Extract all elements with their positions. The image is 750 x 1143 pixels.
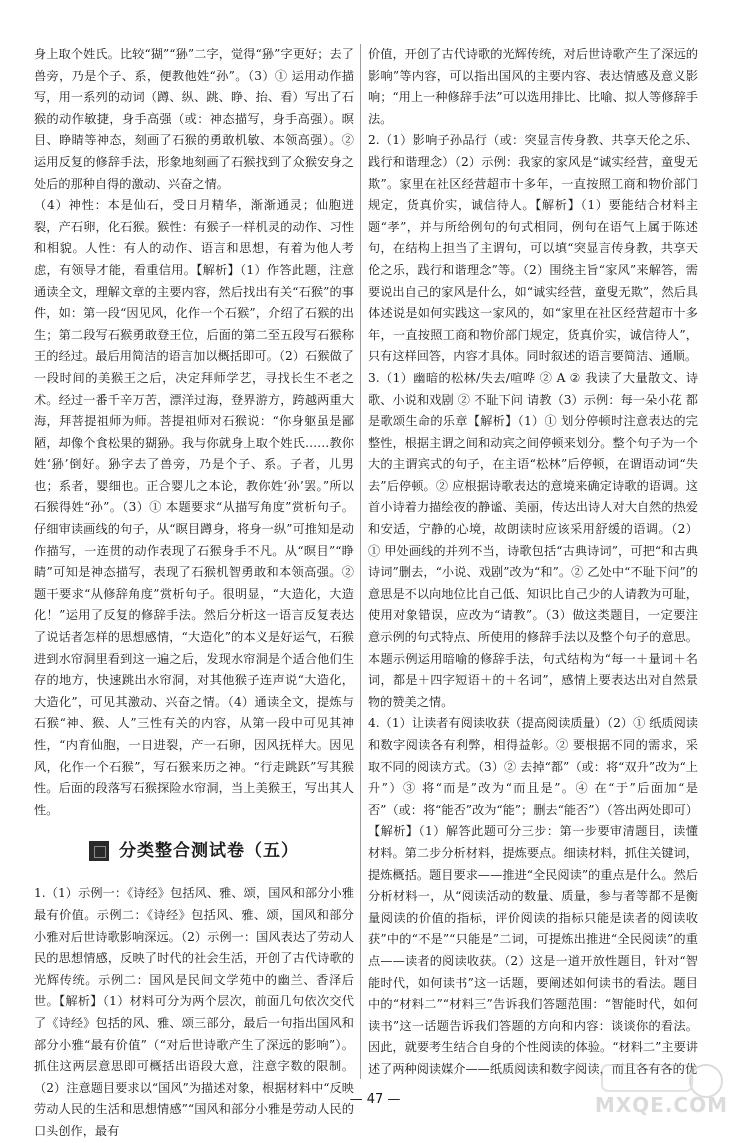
- left-column: [34, 44, 354, 1143]
- section-title: 分类整合测试卷（五）: [119, 840, 299, 861]
- right-column: [368, 44, 698, 1081]
- section-heading: [34, 829, 354, 873]
- watermark-text: MXQE.COM: [594, 1093, 728, 1117]
- answer-paragraph: 身上取个姓氏。比较“猢”“狲”二字，觉得“狲”字更好；去了兽旁，乃是个子、系，便教他姓“孙”。（3）① 运用动作描写，用一系列的动词（蹲、纵、跳、睁、抬、看）写出了石猴的动作敏捷，身手高强（或：神态描写，身手高强）。暝目、睁睛等神态，刻画了石猴的勇敢机敏、本领高强）。② 运用反复的修辞手法，形象地刻画了石猴找到了众猴安身之处后的那种自得的激动、兴奋之情。: [34, 47, 354, 191]
- answer-paragraph: （4）神性：本是仙石，受日月精华，渐渐通灵；仙胞迸裂，产石卵，化石猴。猴性：有猴子一样机灵的动作、习性和相貌。人性：有人的动作、语言和思想，有着为他人考虑，有领导才能，看重信用。【解析】（1）作答此题，注意通读全文，理解文章的主要内容，然后找出有关“石猴”的事件，如：第一段“因见风，化作一个石猴”，介绍了石猴的出生；第二段写石猴勇敢登王位，后面的第二至五段写石猴称王的经过。最后用简洁的语言加以概括即可。（2）石猴做了一段时间的美猴王之后，决定拜师学艺，寻找长生不老之术。经过一番千辛万苦，漂洋过海，登界游方，跨越两重大海，拜菩提祖师为师。菩提祖师对石猴说：“你身躯虽是鄙陋，却像个食松果的猢狲。我与你就身上取个姓氏……教你姓‘狲’倒好。狲字去了兽旁，乃是个子、系。子者，儿男也；系者，婴细也。正合婴儿之本论，教你姓‘孙’罢。”所以石猴得姓“孙”。（3）① 本题要求“从描写角度”赏析句子。仔细审读画线的句子，从“瞑目蹲身，将身一纵”可推知是动作描写，一连贯的动作表现了石猴身手不凡。从“暝目”“睁睛”可知是神态描写，表现了石猴机智勇敢和本领高强。② 题干要求“从修辞角度”赏析句子。很明显，“大造化，大造化！”运用了反复的修辞手法。然后分析这一语言反复表达了说话者怎样的思想感情，“大造化”的本义是好运气，石猴进到水帘洞里看到这一遍之后，发现水帘洞是个适合他们生存的地方，快速跳出水帘洞，对其他猴子连声说“大造化，大造化”，可见其激动、兴奋之情。（4）通读全文，提炼与石猴“神、猴、人”三性有关的内容，从第一段中可见其神性，“内育仙胞，一日进裂，产一石卵，因风抚样大。因见风，化作一个石猴”，写石猴来历之神。“行走跳跃”写其猴性。后面的段落写石猴探险水帘洞，当上美猴王，写出其人性。: [34, 198, 354, 817]
- watermark-logo: [582, 1059, 732, 1119]
- answer-paragraph: 3.（1）幽暗的松林/失去/喧哗 ② A ② 我读了大量散文、诗歌、小说和戏剧 ② 不耻下问 请教（3）示例：每一朵小花 都是歌颂生命的乐章【解析】（1）① 划分停顿时注意表达的完整性，根据主谓之间和动宾之间停顿来划分。整个句子为一个大的主谓宾式的句子，在主语“松林”后停顿，在谓语动词“失去”后停顿。② 应根据诗歌表达的意境来确定诗歌的语调。这首小诗着力描绘夜的静谧、美丽，传达出诗人对大自然的热爱和安适，宁静的心境，故朗读时应该采用舒缓的语调。（2）① 甲处画线的并列不当，诗歌包括“古典诗词”，可把“和古典诗词”删去，“小说、戏剧”改为“和”。② 乙处中“不耻下问”的意思是不以向地位比自己低、知识比自己少的人请教为可耻，使用对象错误，应改为“请教”。（3）做这类题目，一定要注意示例的句式特点、所使用的修辞手法以及整个句子的意思。本题示例运用暗喻的修辞手法，句式结构为“每一＋量词＋名词，都是＋四字短语＋的＋名词”，感情上要表达出对自然景物的赞美之情。: [368, 370, 698, 709]
- column-divider: [360, 44, 361, 1079]
- answer-paragraph: 2.（1）影响子孙品行（或：突显言传身教、共享天伦之乐、践行和谐理念）（2）示例：我家的家风是“诚实经营，童叟无欺”。家里在社区经营超市十多年，一直按照工商和物价部门规定，货真价实，诚信待人。【解析】（1）要能结合材料主题“孝”，并与所给例句的句式相同，例句在语气上属于陈述句，在结构上担当了主谓句，可以填“突显言传身教，共享天伦之乐，践行和谐理念”等。（2）围绕主旨“家风”来解答，需要说出自己的家风是什么，如“诚实经营，童叟无欺”，然后具体述说是如何实践这一家风的，如“家里在社区经营超市十多年，一直按照工商和物价部门规定，货真价实，诚信待人”，只有这样回答，内容才具体。同时叙述的语言要简洁、通顺。: [368, 133, 698, 364]
- page-number: — 47 —: [349, 1092, 401, 1107]
- answer-paragraph: 1.（1）示例一：《诗经》包括风、雅、颂，国风和部分小雅最有价值。示例二：《诗经》包括风、雅、颂，国风和部分小雅对后世诗歌影响深远。（2）示例一：国风表达了劳动人民的思想情感，反映了时代的社会生活，开创了古代诗歌的光辉传统。示例二：国风是民间文学苑中的幽兰、香泽后世。【解析】（1）材料可分为两个层次，前面几句依次交代了《诗经》包括的风、雅、颂三部分，最后一句指出国风和部分小雅“最有价值”（“对后世诗歌产生了深远的影响”）。抓住这两层意思即可概括出语段大意，注意字数的限制。（2）注意题目要求以“国风”为描述对象，根据材料中“反映劳动人民的生活和思想情感”“国风和部分小雅是劳动人民的口头创作，最有: [34, 886, 354, 1138]
- answer-paragraph: 4.（1）让读者有阅读收获（提高阅读质量）（2）① 纸质阅读和数字阅读各有利弊，相得益彰。② 要根据不同的需求，采取不同的阅读方式。（3）② 去掉“都”（或：将“双升”改为“上升”）③ 将“而是”改为“而且是”。④ 在“于”后面加“是否”（或：将“能否”改为“能”；删去“能否”）（答出两处即可）【解析】（1）解答此题可分三步：第一步要审清题目，读懂材料。第二步分析材料，提炼要点。细读材料，抓住关键词，提炼概括。题目要求——推进“全民阅读”的重点是什么。然后分析材料一，从“阅读活动的数量、质量，参与者等都不是衡量阅读的价值的指标，评价阅读的指标只能是读者的阅读收获”中的“不是”“只能是”二词，可提炼出推进“全民阅读”的重点——读者的阅读收获。（2）这是一道开放性题目，针对“智能时代，如何读书”这一话题，要阐述如何读书的看法。题目中的“材料二”“材料三”告诉我们答题范围：“智能时代，如何读书”这一话题告诉我们答题的方向和内容：谈谈你的看法。因此，就要考生结合自身的个性阅读的体验。“材料二”主要讲述了两种阅读媒介——纸质阅读和数字阅读，而且各有各的优: [368, 716, 699, 1076]
- section-badge-icon: [89, 841, 109, 861]
- answer-paragraph: 价值，开创了古代诗歌的光辉传统，对后世诗歌产生了深远的影响”等内容，可以指出国风的主要内容、表达情感及意义影响；“用上一种修辞手法”可以选用排比、比喻、拟人等修辞手法。: [368, 47, 698, 126]
